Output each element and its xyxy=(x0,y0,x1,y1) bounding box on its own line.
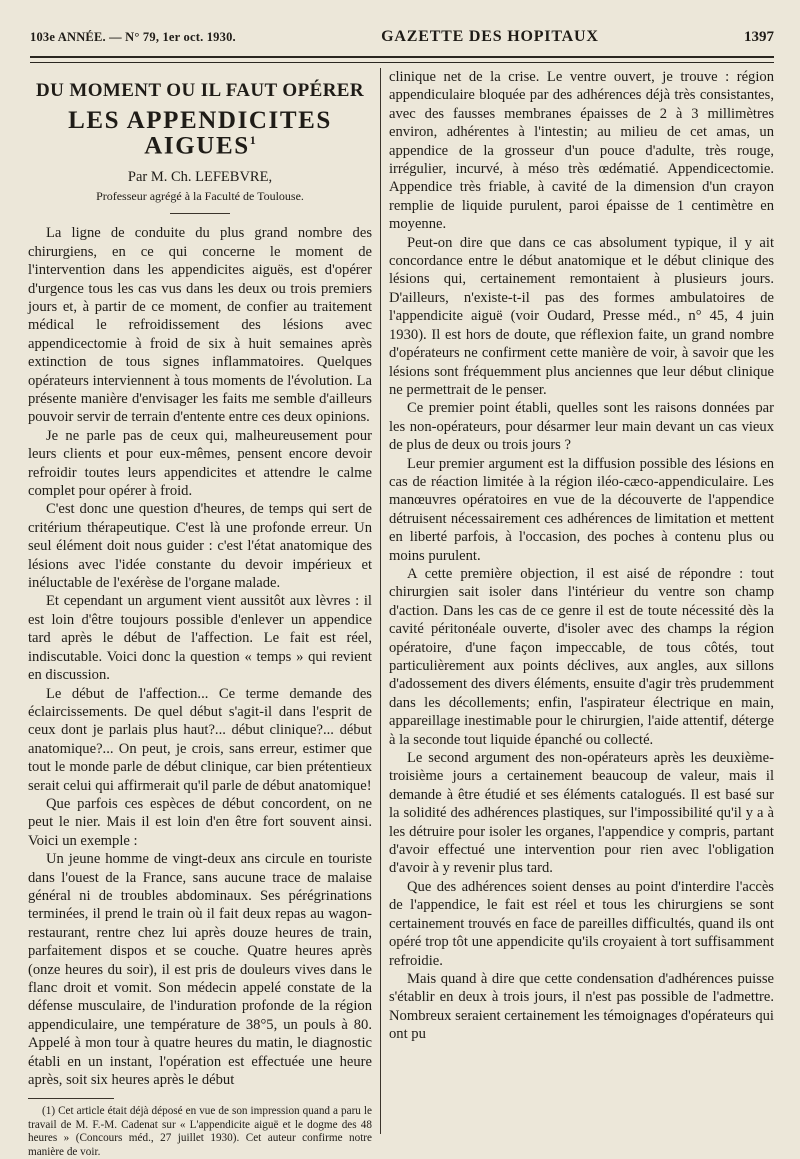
article-kicker: DU MOMENT OU IL FAUT OPÉRER xyxy=(35,80,365,101)
paragraph: A cette première objection, il est aisé de répondre : tout chirurgien sait isoler dans l'intérieur du ventre son champ d'action. Dans les cas de ce genre il est de toute nécessité dès la cavité péritonéale ouverte, d'isoler avec des champs la région opératoire, d'une façon impeccable, de tous côtés, tout particulièrement aux points déclives, aux angles, aux sillons d'adossement des divers éléments, ensuite d'agir très prudemment dans les décollements; enfin, l'aspirateur électrique en main, appareillage inestimable pour le chirurgien, l'aide attentif, déterge à la seconde tout liquide épanché ou collecté. xyxy=(389,565,774,748)
header-rule-thin xyxy=(30,62,774,63)
paragraph: Peut-on dire que dans ce cas absolument typique, il y ait concordance entre le début anatomique et le début clinique des lésions qui, certainement remontaient à plusieurs jours. D'ailleurs, n'existe-t-il pas des formes ambulatoires de l'appendicite aiguë (voir Oudard, Presse méd., n° 45, 4 juin 1930). Il est hors de doute, que réflexion faite, un grand nombre d'opérateurs ne confirment cette manière de voir, à savoir que les lésions sont fréquemment plus anciennes que leur début clinique ne permettrait de le penser. xyxy=(389,234,774,398)
publication-title: GAZETTE DES HOPITAUX xyxy=(381,28,599,45)
article-title xyxy=(28,107,372,160)
footnote-divider xyxy=(28,1098,114,1099)
paragraph: Le début de l'affection... Ce terme demande des éclaircissements. De quel début s'agit-il dans l'esprit de ceux dont je parlais plus haut?... début clinique?... début anatomique?... On peut, je crois, sans erreur, estimer que tout le monde parle de début clinique, car bien prétentieux serait celui qui affirmerait qu'il parle de début anatomique! xyxy=(28,685,372,794)
paragraph: clinique net de la crise. Le ventre ouvert, je trouve : région appendiculaire bloquée par des adhérences déjà très consistantes, avec des fausses membranes épaisses de 2 à 3 millimètres environ, adhérentes à l'intestin; au milieu de cet amas, un appendice de la grosseur d'un pouce d'adulte, très rouge, irrégulier, incurvé, à méso très œdématié. Appendicectomie. Appendice très friable, à cavité de la dimension d'un crayon remplie de liquide purulent, paroi épaisse de 1 centimètre en moyenne. xyxy=(389,69,774,233)
article-heading xyxy=(28,82,372,214)
footnote-marker: 1 xyxy=(249,132,256,147)
paragraph: La ligne de conduite du plus grand nombre des chirurgiens, en ce qui concerne le moment de l'intervention dans les appendicites aiguës, est d'opérer d'urgence tous les cas vus dans les deux ou trois premiers jours et, à partir de ce moment, de confier au traitement médical le refroidissement des lésions avec appendicectomie à froid de six à huit semaines après extinction de tous signes inflammatoires. Quelques opérateurs interviennent à tous moments de l'évolution. La présente manière d'envisager les faits me semble d'ailleurs pouvoir servir de terrain d'entente entre ces deux opinions. xyxy=(28,225,372,426)
paragraph: Mais quand à dire que cette condensation d'adhérences puisse s'établir en deux à trois jours, il n'est pas possible de l'admettre. Nombreux seraient certainement les témoignages d'opérateurs qui ont pu xyxy=(389,970,774,1043)
article-author: Par M. Ch. LEFEBVRE, xyxy=(127,168,273,185)
paragraph: Ce premier point établi, quelles sont les raisons données par les non-opérateurs, pour désarmer leur main devant un cas vieux de plus de deux ou trois jours ? xyxy=(389,400,774,454)
page-header xyxy=(30,28,774,52)
author-affiliation: Professeur agrégé à la Faculté de Toulouse. xyxy=(96,188,304,203)
left-column xyxy=(28,68,372,1158)
paragraph: Je ne parle pas de ceux qui, malheureusement pour leurs clients et pour eux-mêmes, pensent encore devoir refroidir toutes leurs appendicites et attendre le calme complet pour opérer à froid. xyxy=(28,427,372,500)
paragraph: Le second argument des non-opérateurs après les deuxième-troisième jours a certainement beaucoup de valeur, mais il demande à être étudié et ses éléments catalogués. Il est basé sur la solidité des adhérences plastiques, sur l'impossibilité qu'il y a à les détruire pour isoler les organes, l'appendice y compris, partant d'avoir effectué une intervention pour rien avec l'obligation d'avoir à y revenir plus tard. xyxy=(389,750,774,877)
paragraph: Que parfois ces espèces de début concordent, on ne peut le nier. Mais il est loin d'en être fort souvent ainsi. Voici un exemple : xyxy=(28,795,372,849)
article-title-text: LES APPENDICITES AIGUES xyxy=(68,107,332,160)
paragraph: Que des adhérences soient denses au point d'interdire l'accès de l'appendice, le fait est réel et tous les chirurgiens se sont certainement trouvés en face de pareilles difficultés, quand ils ont opéré trop tôt une appendicite qu'ils croyaient à tort suffisamment refroidie. xyxy=(389,878,774,969)
page-number: 1397 xyxy=(743,29,774,45)
footnote: (1) Cet article était déjà déposé en vue de son impression quand a paru le travail de M. F.-M. Cadenat sur « L'appendicite aiguë et le dogme des 48 heures » (Concours méd., 27 juillet 1930). Cet auteur confirme notre manière de voir. xyxy=(28,1105,372,1158)
header-rule xyxy=(30,56,774,58)
paragraph: C'est donc une question d'heures, de temps qui sert de critérium thérapeutique. C'est là une profonde erreur. Un seul élément doit nous guider : c'est l'état anatomique des lésions avec l'idée constante du devoir impérieux et inéluctable de l'exérèse de l'organe malade. xyxy=(28,501,372,592)
left-body xyxy=(28,224,372,1089)
issue-info: 103e ANNÉE. — N° 79, 1er oct. 1930. xyxy=(30,30,236,44)
column-divider xyxy=(380,68,381,1134)
heading-divider xyxy=(170,213,230,214)
right-column xyxy=(389,68,774,1140)
paragraph: Leur premier argument est la diffusion possible des lésions en cas de réaction limitée à la région iléo-cæco-appendiculaire. Les manœuvres opératoires en vue de la découverte de l'appendice détruisent nécessairement ces adhérences de limitation et mettent en liberté parfois, à l'occasion, des poches à contenu plus ou moins purulent. xyxy=(389,455,774,564)
paragraph: Et cependant un argument vient aussitôt aux lèvres : il est loin d'être toujours possible d'enlever un appendice tard après le début de l'affection. Le fait est réel, indiscutable. Voici donc la question « temps » qui revient en discussion. xyxy=(28,593,372,684)
paragraph: Un jeune homme de vingt-deux ans circule en touriste dans l'ouest de la France, sans aucune trace de malaise général ni de troubles abdominaux. Ses pérégrinations terminées, il prend le train où il fait deux repas au wagon-restaurant, rentre chez lui après douze heures de train, parfaitement dispos et se couche. Quatre heures après (onze heures du soir), il est pris de douleurs vives dans le flanc droit et vomit. Son médecin appelé constate de la défense musculaire, de l'induration profonde de la région appendiculaire, une température de 38°5, un pouls à 80. Appelé à mon tour à quatre heures du matin, le diagnostic établi en un instant, l'opération est effectuée une heure après, soit six heures après le début xyxy=(28,851,372,1089)
